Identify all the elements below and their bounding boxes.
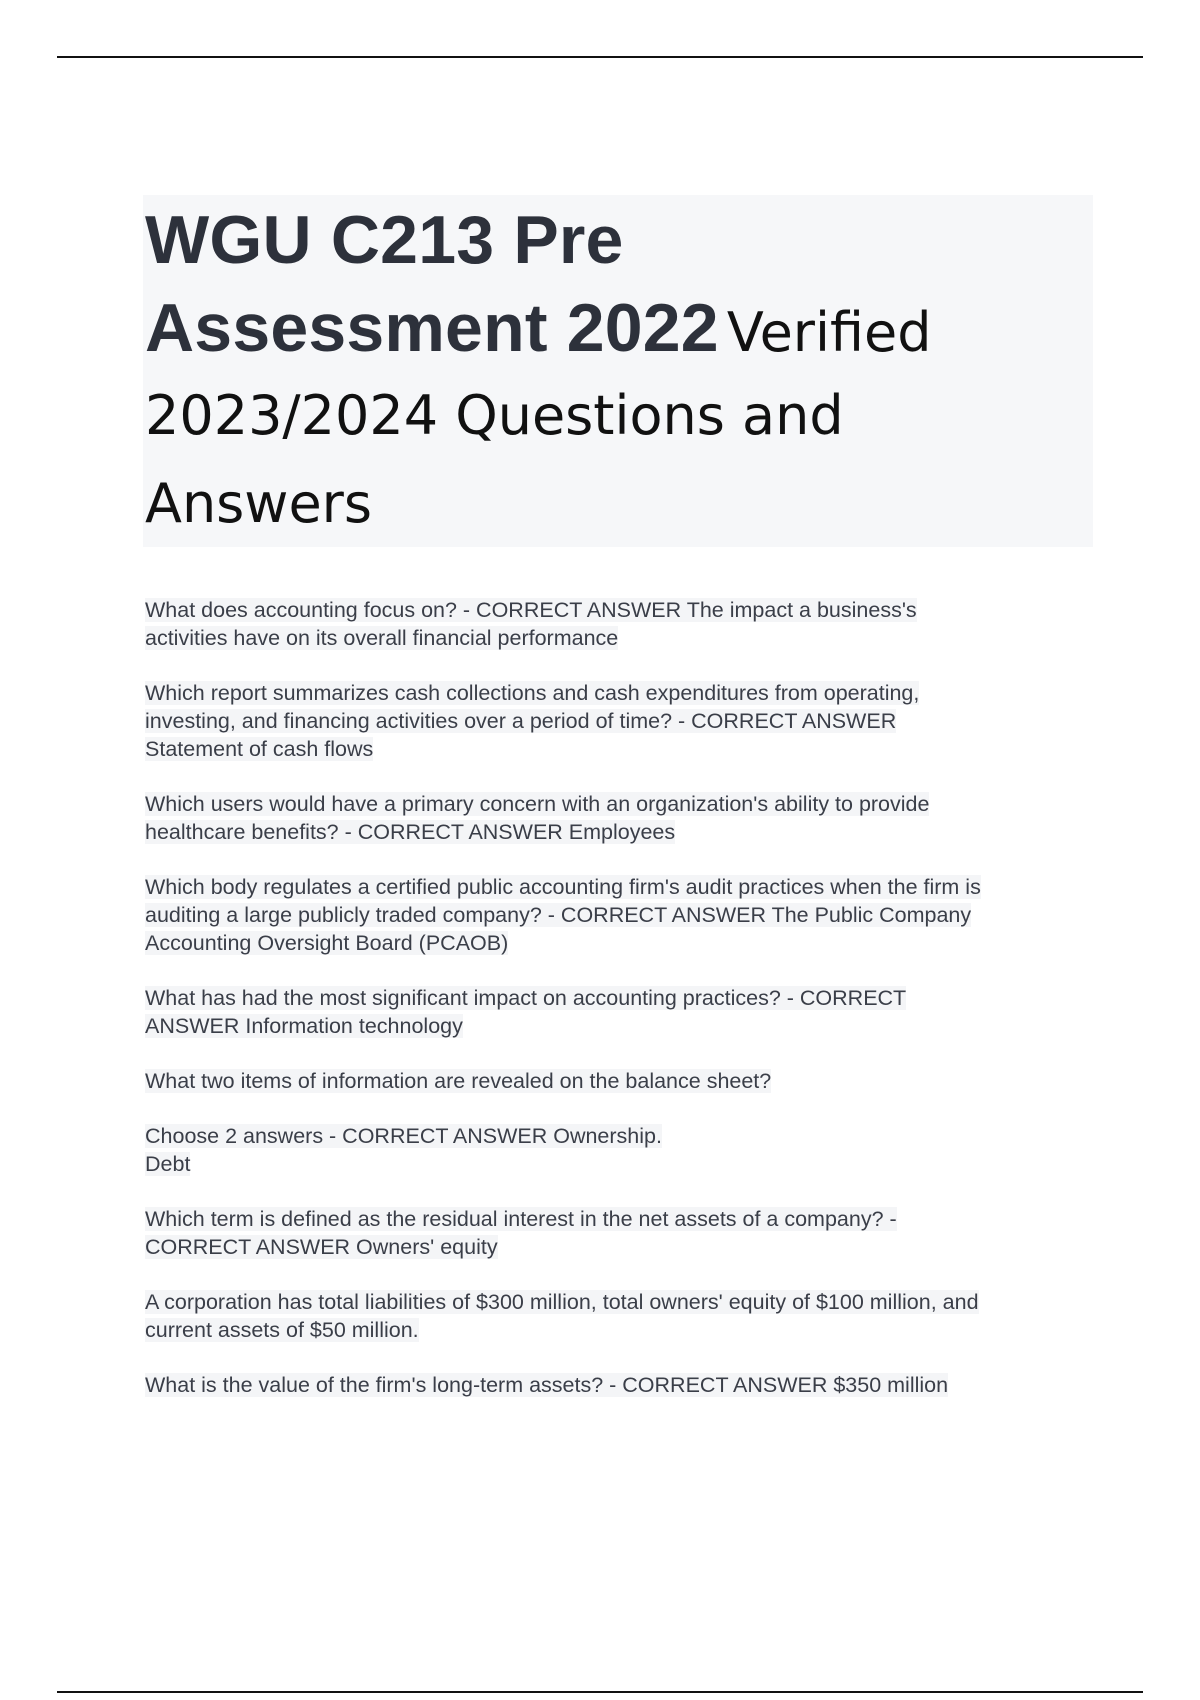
qa-text-line: Debt: [145, 1152, 191, 1176]
qa-text-line: Which report summarizes cash collections and cash expenditures from operating,: [145, 681, 920, 705]
qa-text-line: Statement of cash flows: [145, 737, 374, 761]
qa-text-line: healthcare benefits? - CORRECT ANSWER Employees: [145, 820, 676, 844]
qa-paragraph: [145, 790, 1095, 846]
qa-paragraph: [145, 873, 1095, 957]
qa-text-line: Which users would have a primary concern with an organization's ability to provide: [145, 792, 930, 816]
qa-text-line: Choose 2 answers - CORRECT ANSWER Ownership.: [145, 1124, 662, 1148]
title-line-1: [145, 196, 1085, 284]
qa-paragraph: [145, 984, 1095, 1040]
title-line-2: [145, 284, 1085, 372]
qa-text-line: Accounting Oversight Board (PCAOB): [145, 931, 509, 955]
title-bold-part-2: Assessment 2022: [145, 290, 719, 366]
title-light-part-3: Answers: [145, 472, 373, 535]
qa-paragraph: [145, 679, 1095, 763]
qa-text-line: What does accounting focus on? - CORRECT ANSWER The impact a business's: [145, 598, 917, 622]
document-title: [145, 196, 1085, 548]
bottom-rule: [57, 1691, 1143, 1693]
title-line-3: [145, 372, 1085, 460]
qa-paragraph: [145, 596, 1095, 652]
qa-paragraph: [145, 1122, 1095, 1178]
title-line-4: [145, 460, 1085, 548]
qa-paragraph: [145, 1288, 1095, 1344]
qa-text-line: What has had the most significant impact on accounting practices? - CORRECT: [145, 986, 907, 1010]
qa-text-line: CORRECT ANSWER Owners' equity: [145, 1235, 498, 1259]
title-light-part-2: 2023/2024 Questions and: [145, 384, 844, 447]
qa-text-line: A corporation has total liabilities of $300 million, total owners' equity of $100 million, and: [145, 1290, 979, 1314]
qa-text-line: current assets of $50 million.: [145, 1318, 419, 1342]
qa-text-line: activities have on its overall financial performance: [145, 626, 619, 650]
title-light-part-1: Verified: [726, 301, 932, 364]
qa-text-line: Which body regulates a certified public accounting firm's audit practices when the firm is: [145, 875, 981, 899]
qa-text-line: auditing a large publicly traded company? - CORRECT ANSWER The Public Company: [145, 903, 972, 927]
qa-text-line: Which term is defined as the residual interest in the net assets of a company? -: [145, 1207, 897, 1231]
qa-text-line: What two items of information are revealed on the balance sheet?: [145, 1069, 772, 1093]
qa-paragraph: [145, 1205, 1095, 1261]
qa-paragraph: [145, 1371, 1095, 1399]
title-bold-part-1: WGU C213 Pre: [145, 202, 624, 278]
top-rule: [57, 56, 1143, 58]
qa-text-line: investing, and financing activities over a period of time? - CORRECT ANSWER: [145, 709, 897, 733]
qa-text-line: What is the value of the firm's long-term assets? - CORRECT ANSWER $350 million: [145, 1373, 949, 1397]
qa-paragraph: [145, 1067, 1095, 1095]
question-answer-list: [145, 596, 1095, 1426]
qa-text-line: ANSWER Information technology: [145, 1014, 463, 1038]
